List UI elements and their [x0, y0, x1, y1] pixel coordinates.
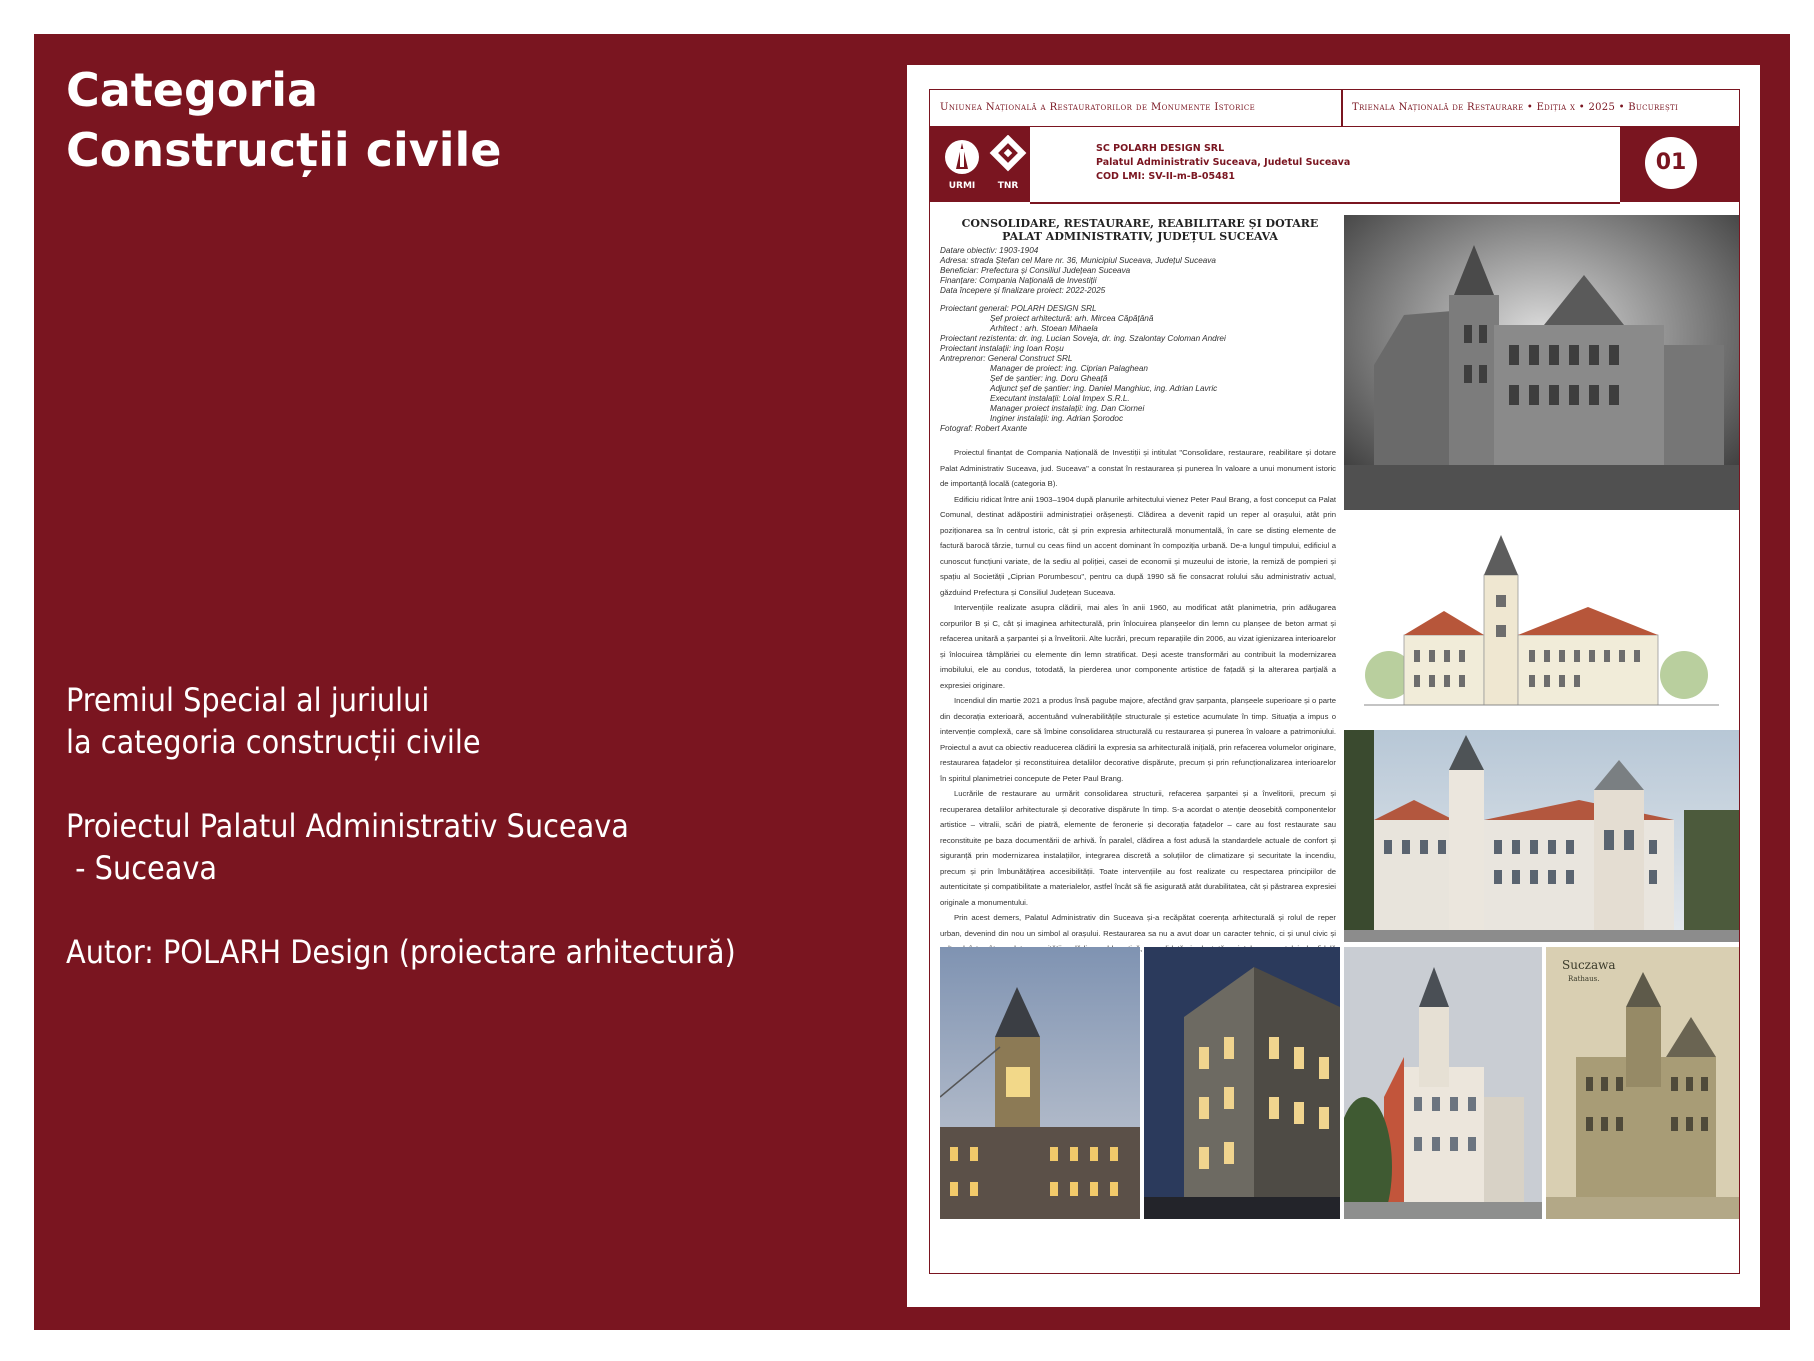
meta-line: Data începere și finalizare proiect: 2022-2025 [940, 286, 1106, 295]
project-description [940, 445, 1336, 972]
paragraph: Incendiul din martie 2021 a produs însă pagube majore, afectând grav șarpanta, planșeele superioare și o parte din decorația exterioară, accentuând vulnerabilitățile structurale și estetice acumulate în timp. Situația a impus o intervenție complexă, care să îmbine consolidarea structurală cu restaurarea și punerea în valoare a patrimoniului. Proiectul a avut ca obiectiv readucerea clădirii la expresia sa arhitecturală inițială, prin refacerea volumelor originare, restaurarea fațadelor și reconstituirea detaliilor decorative dispărute, precum și prin refuncționalizarea interioarelor în spiritul planimetriei concepute de Peter Paul Brang. [940, 696, 1336, 783]
poster-header [930, 90, 1739, 127]
author-line: Autor: POLARH Design (proiectare arhitectură) [66, 933, 736, 971]
poster-frame [929, 89, 1740, 1274]
meta-line: Beneficiar: Prefectura și Consiliul Județean Suceava [940, 266, 1131, 275]
poster-title-line2: PALAT ADMINISTRATIV, JUDEȚUL SUCEAVA [1002, 230, 1278, 243]
team-line: Adjunct șef de șantier: ing. Daniel Manghiuc, ing. Adrian Lavric [990, 384, 1218, 393]
paragraph: Edificiu ridicat între anii 1903–1904 după planurile arhitectului vienez Peter Paul Brang, a fost conceput ca Palat Comunal, destinat adăpostirii administrației orășenești. Clădirea a devenit rapid un reper al orașului, atât prin poziționarea sa în centrul istoric, cât și prin expresia arhitecturală monumentală, în care se disting elemente de factură barocă târzie, turnul cu ceas fiind un accent dominant în compoziția urbană. De-a lungul timpului, edificiul a cunoscut funcțiuni variate, de la sediu al poliției, casei de economii și muzeului de istorie, la remiză de pompieri și spațiu al Societății „Ciprian Porumbescu", pentru ca după 1990 să fie consacrat rolului său administrativ actual, găzduind Prefectura și Consiliul Județean Suceava. [940, 494, 1336, 597]
urmi-logo-icon [942, 135, 982, 193]
project-name: Palatul Administrativ Suceava, Judetul Suceava [1096, 157, 1351, 168]
team-line: Fotograf: Robert Axante [940, 424, 1028, 433]
team-line: Proiectant instalații: ing Ioan Roșu [940, 344, 1064, 353]
project-line1: Proiectul Palatul Administrativ Suceava [66, 807, 629, 845]
header-divider [1341, 90, 1343, 126]
paragraph: Prin acest demers, Palatul Administrativ din Suceava și-a recăpătat coerența arhitecturală și rolul de reper urban, devenind din nou un simbol al orașului. Restaurarea sa nu a avut doar un caracter tehnic, ci și unul civic și [940, 913, 1336, 938]
header-left-text: Uniunea Națională a Restauratorilor de Monumente Istorice [940, 102, 1256, 113]
category-title-line1: Categoria [66, 63, 319, 117]
team-line: Proiectant general: POLARH DESIGN SRL [940, 304, 1097, 313]
photo-tower-trees [1344, 947, 1542, 1219]
svg-text:URMI: URMI [948, 181, 976, 191]
poster-number: 01 [1645, 137, 1697, 189]
category-title [66, 60, 501, 180]
poster-title [950, 217, 1330, 243]
prize-line1: Premiul Special al juriului [66, 681, 430, 719]
poster-title-line1: CONSOLIDARE, RESTAURARE, REABILITARE ȘI DOTARE [961, 217, 1319, 230]
award-text [66, 679, 736, 1015]
logo-band [930, 127, 1030, 202]
photo-historic-facade [1344, 215, 1739, 510]
photo-restored-facade [1344, 730, 1739, 942]
project-info [1096, 142, 1350, 184]
company-name: SC POLARH DESIGN SRL [1096, 143, 1225, 154]
poster [907, 65, 1760, 1307]
meta-line: Finanțare: Compania Națională de Investiții [940, 276, 1097, 285]
photo-historic-postcard [1546, 947, 1739, 1219]
team-line: Executant instalații: Loial Impex S.R.L. [990, 394, 1130, 403]
number-band [1620, 127, 1739, 202]
postcard-caption: Suczawa [1562, 958, 1616, 972]
team-line: Manager de proiect: ing. Ciprian Palaghean [990, 364, 1148, 373]
meta-line: Datare obiectiv: 1903-1904 [940, 246, 1039, 255]
team-line: Șef proiect arhitectură: arh. Mircea Căpățână [990, 314, 1154, 323]
photo-night-tower [940, 947, 1140, 1219]
project-line2: - Suceava [66, 849, 218, 887]
postcard-subcaption: Rathaus. [1568, 975, 1600, 983]
team-line: Antreprenor: General Construct SRL [940, 354, 1073, 363]
band-divider [1030, 202, 1620, 204]
elevation-drawing [1344, 515, 1739, 725]
tnr-logo-icon [988, 135, 1028, 193]
team-line: Manager proiect instalații: ing. Dan Ciornei [990, 404, 1145, 413]
paragraph: Proiectul finanțat de Compania Națională de Investiții și intitulat "Consolidare, restaurare, reabilitare și dotare Palat Administrativ Suceava, jud. Suceava" a constat în restaurarea și punerea în valoare a unui monument istoric de importanță locală (categoria B). [940, 448, 1336, 488]
project-metadata [940, 246, 1330, 434]
category-title-line2: Construcții civile [66, 123, 502, 177]
team-line: Inginer instalații: ing. Adrian Șorodoc [990, 414, 1124, 423]
team-line: Arhitect : arh. Stoean Mihaela [990, 324, 1098, 333]
header-right-text: Trienala Națională de Restaurare • Ediția x • 2025 • București [1352, 102, 1679, 113]
svg-text:TNR: TNR [997, 181, 1019, 191]
slide-background [34, 34, 1790, 1330]
paragraph: Lucrările de restaurare au urmărit consolidarea structurii, refacerea șarpantei și a învelitorii, precum și recuperarea detaliilor arhitecturale și decorative dispărute în timp. S-a acordat o atenție deosebită componentelor artistice – vitralii, scări de piatră, elemente de feronerie și decorația fațadelor – care au fost restaurate sau reconstituite pe baza documentării de arhivă. În paralel, clădirea a fost adusă la standardele actuale de confort și siguranță prin modernizarea instalațiilor, integrarea discretă a soluțiilor de climatizare și securitate la incendiu, precum și prin îmbunătățirea accesibilității. Toate intervențiile au fost realizate cu respectarea principiilor de autenticitate și compatibilitate a materialelor, astfel încât să fie asigurată atât durabilitatea, cât și păstrarea expresiei originale a monumentului. [940, 789, 1336, 907]
photo-night-corner [1144, 947, 1340, 1219]
team-line: Proiectant rezistenta: dr. ing. Lucian Soveja, dr. ing. Szalontay Coloman Andrei [940, 334, 1226, 343]
cod-lmi: COD LMI: SV-II-m-B-05481 [1096, 171, 1235, 182]
paragraph: Intervențiile realizate asupra clădirii, mai ales în anii 1960, au modificat atât planimetria, prin adăugarea corpurilor B și C, cât și imaginea arhitecturală, prin înlocuirea planșeelor din lemn cu planșee de beton armat și refacerea unitară a șarpantei și a învelitorii. Alte lucrări, precum reparațiile din 2006, au vizat igienizarea interioarelor și înlocuirea tâmplăriei cu elemente din lemn stratificat. Deși aceste transformări au contribuit la modernizarea imobilului, ele au condus, totodată, la pierderea unor componente artistice de fațadă și la alterarea parțială a expresiei originare. [940, 603, 1336, 690]
meta-line: Adresa: strada Ștefan cel Mare nr. 36, Municipiul Suceava, Județul Suceava [940, 256, 1216, 265]
prize-line2: la categoria construcții civile [66, 723, 481, 761]
team-line: Șef de șantier: ing. Doru Gheață [990, 374, 1108, 383]
